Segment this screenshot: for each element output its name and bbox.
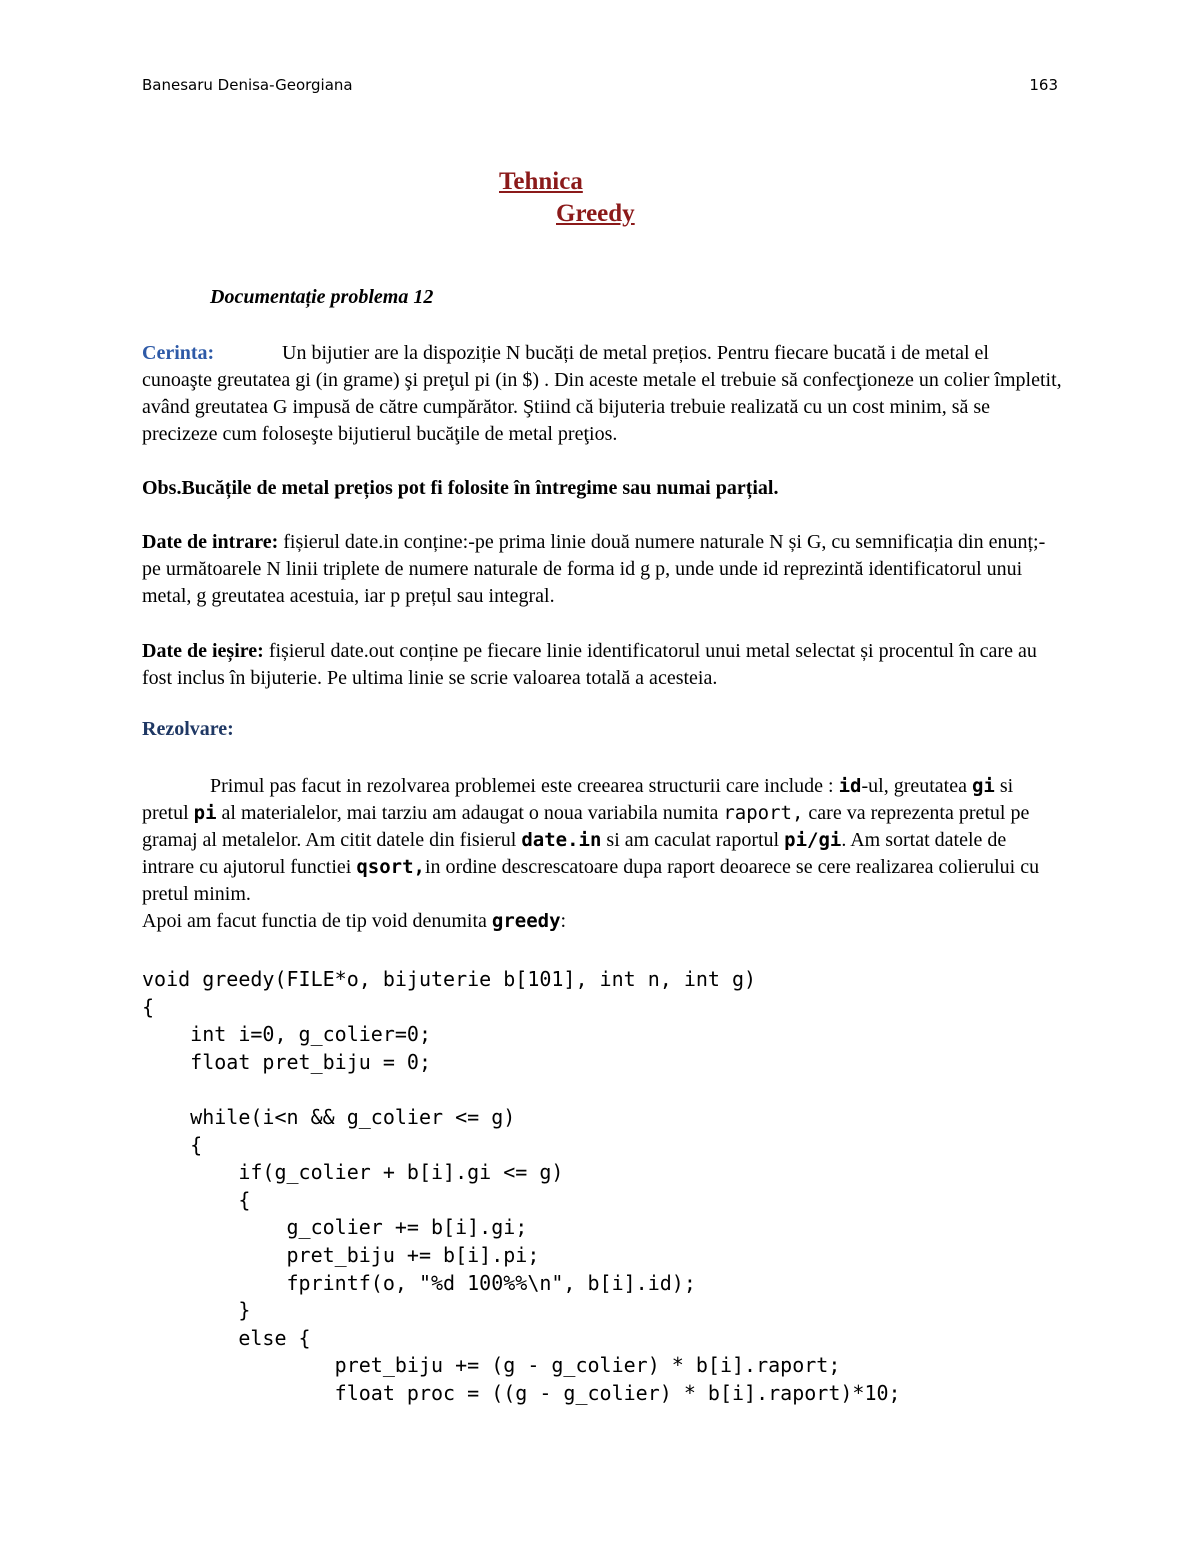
para-text-6: si am caculat raportul (601, 829, 785, 851)
date-iesire-section (142, 638, 1062, 692)
code-raport: raport, (723, 802, 804, 824)
para-text-1: Primul pas facut in rezolvarea problemei este creearea structurii care include : (210, 775, 839, 797)
date-iesire-label: Date de ieșire: (142, 640, 264, 662)
date-iesire-text: fișierul date.out conține pe fiecare linie identificatorul unui metal selectat și procentul în care au fost inclus în bijuterie. Pe ultima linie se scrie valoarea totală a acesteia. (142, 640, 1037, 689)
code-gi: gi (971, 775, 995, 797)
code-id: id (838, 775, 862, 797)
code-pi-gi: pi/gi (784, 829, 842, 851)
code-date-in: date.in (521, 829, 602, 851)
cerinta-text: Un bijutier are la dispoziție N bucăți de metal prețios. Pentru fiecare bucată i de metal el cunoaşte greutatea gi (in grame) şi preţul pi (in $) . Din aceste metale el trebuie să confecţioneze un colier împletit, având greutatea G impusă de către cumpărător. Ştiind că bijuteria trebuie realizată cu un cost minim, să se precizeze cum foloseşte bijutierul bucăţile de metal preţios. (142, 342, 1062, 445)
cerinta-label: Cerinta: (142, 342, 215, 364)
para-text-10: : (560, 910, 567, 932)
date-intrare-label: Date de intrare: (142, 531, 279, 553)
code-block: void greedy(FILE*o, bijuterie b[101], int n, int g) { int i=0, g_colier=0; float pret_biju = 0; while(i<n && g_colier <= g) { if(g_colier + b[i].gi <= g) { g_colier += b[i].gi; pret_biju += b[i].pi; fprintf(o, "%d 100%%\n", b[i].id); } else { pret_biju += (g - g_colier) * b[i].raport; float proc = ((g - g_colier) * b[i].raport)*10; (142, 967, 901, 1405)
para-text-2: -ul, greutatea (861, 775, 972, 797)
doc-heading: Documentație problema 12 (210, 286, 434, 308)
rezolvare-heading: Rezolvare: (142, 718, 234, 740)
para-text-9: Apoi am facut functia de tip void denumita (142, 910, 492, 932)
title-line-2: Greedy (556, 200, 635, 227)
para-text-3: si pretul (142, 775, 1014, 824)
title-line-1: Tehnica (499, 168, 583, 195)
code-pi: pi (193, 802, 217, 824)
header-author: Banesaru Denisa-Georgiana (142, 76, 353, 94)
rezolvare-paragraph (142, 773, 1062, 935)
obs-note: Obs.Bucățile de metal prețios pot fi folosite în întregime sau numai parțial. (142, 477, 779, 499)
page-number: 163 (1029, 76, 1058, 94)
cerinta-section (142, 340, 1062, 448)
para-text-8: in ordine descrescatoare dupa raport deoarece se cere realizarea colierului cu pretul minim. (142, 856, 1040, 905)
para-text-4: al materialelor, mai tarziu am adaugat o noua variabila numita (216, 802, 724, 824)
code-greedy: greedy (491, 910, 561, 932)
date-intrare-text: fișierul date.in conține:-pe prima linie două numere naturale N și G, cu semnificația din enunț;-pe următoarele N linii triplete de numere naturale de forma id g p, unde unde id reprezintă identificatorul unui metal, g greutatea acestuia, iar p prețul sau integral. (142, 531, 1046, 607)
para-text-5: care va reprezenta pretul pe gramaj al metalelor. Am citit datele din fisierul (142, 802, 1030, 851)
code-qsort: qsort, (356, 856, 425, 878)
date-intrare-section (142, 529, 1062, 610)
para-text-7: . Am sortat datele de intrare cu ajutorul functiei (142, 829, 1007, 878)
